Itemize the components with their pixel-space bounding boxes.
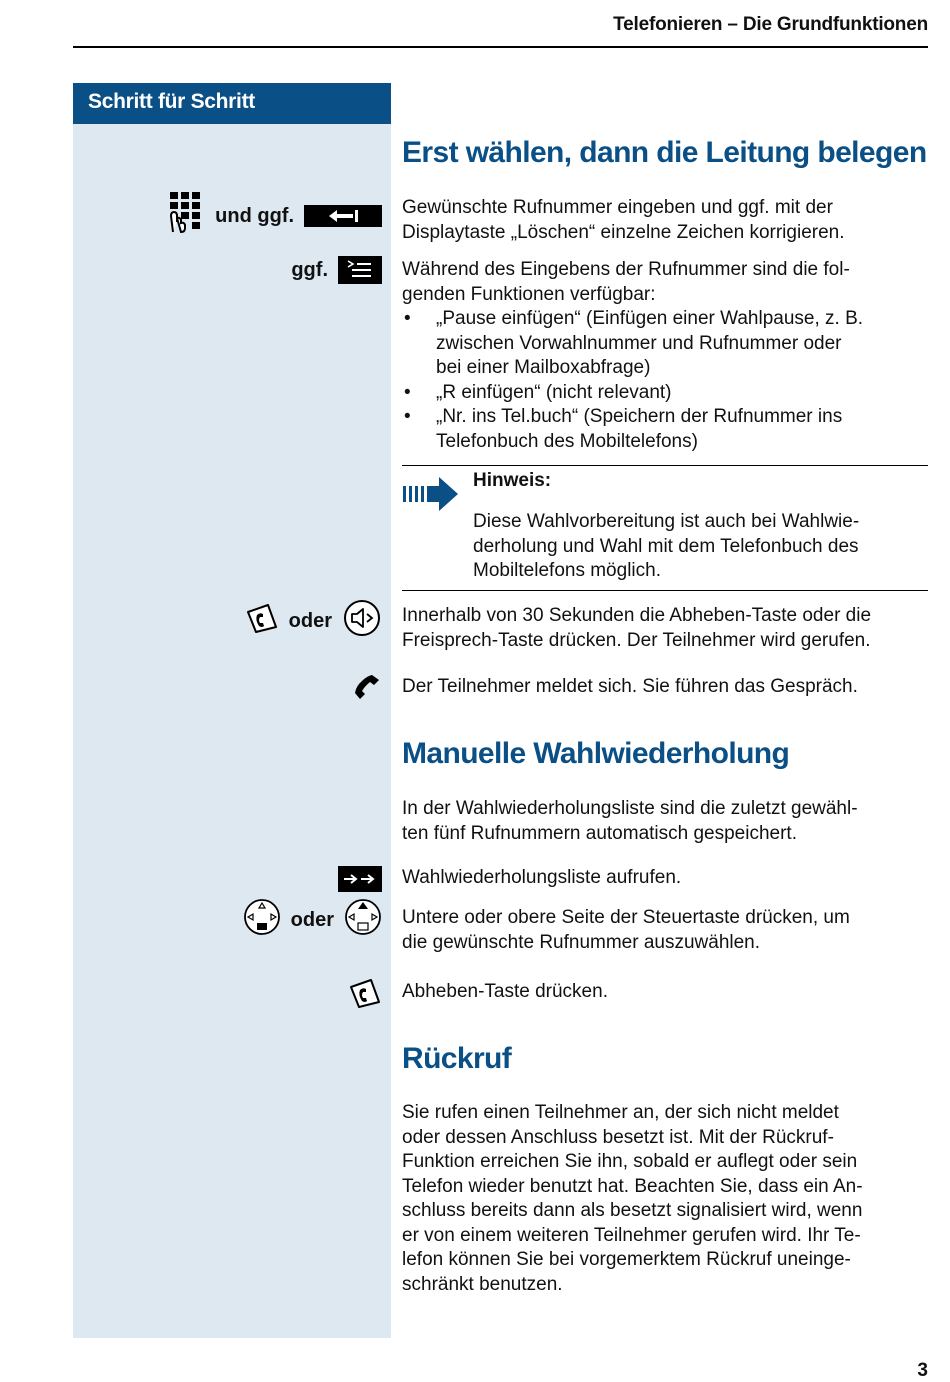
hint-arrow-icon bbox=[403, 476, 459, 517]
offhook-key-icon[interactable] bbox=[245, 602, 279, 640]
step-press-key-text: Innerhalb von 30 Sekunden die Abheben-Taste oder die Freisprech-Taste drücken. Der Teilnehmer wird gerufen. bbox=[402, 605, 872, 651]
hint-text: Diese Wahlvorbereitung ist auch bei Wahlwie- derholung und Wahl mit dem Telefonbuch des Mobiltelefons möglich. bbox=[473, 511, 860, 581]
section-heading-redial: Manuelle Wahlwiederholung bbox=[402, 737, 790, 770]
hint-bottom-rule bbox=[402, 590, 928, 591]
hint-top-rule bbox=[402, 465, 928, 466]
menu-display-key-icon[interactable] bbox=[338, 256, 382, 284]
list-item: • „Nr. ins Tel.buch“ (Speichern der Rufnummer ins Telefonbuch des Mobiltelefons) bbox=[402, 405, 930, 454]
step-enter-number-text: Gewünschte Rufnummer eingeben und ggf. mit der Displaytaste „Löschen“ einzelne Zeichen korrigieren. bbox=[402, 197, 845, 243]
list-item: • „Pause einfügen“ (Einfügen einer Wahlpause, z. B. zwischen Vorwahlnummer und Rufnummer oder bei einer Mailboxabfrage) bbox=[402, 307, 930, 381]
running-header: Telefonieren – Die Grundfunktionen bbox=[613, 14, 928, 35]
side-step-offhook-speaker bbox=[245, 598, 382, 644]
side-label-und-ggf: und ggf. bbox=[215, 204, 294, 227]
sidebar-title: Schritt für Schritt bbox=[73, 83, 391, 124]
hint-title: Hinweis: bbox=[473, 470, 552, 491]
side-step-keypad bbox=[167, 192, 382, 240]
redial-display-key-icon[interactable] bbox=[338, 866, 382, 892]
side-label-ggf: ggf. bbox=[291, 258, 328, 281]
keypad-icon bbox=[167, 192, 205, 240]
step-functions-text: Während des Eingebens der Rufnummer sind die fol- genden Funktionen verfügbar: • „Pause einfügen“ (Einfügen einer Wahlpause, z. B. zwischen Vorwahlnummer und Rufnummer oder bei einer Mailboxabfrage) • „R einfügen“ (nicht relevant) • „Nr. ins Tel.buch“ (Speichern der Rufnummer ins Telefonbuch des Mobiltelefons) bbox=[402, 258, 930, 454]
side-label-oder: oder bbox=[288, 609, 332, 632]
redial-intro-text: In der Wahlwiederholungsliste sind die zuletzt gewähl- ten fünf Rufnummern automatisch gespeichert. bbox=[402, 798, 858, 844]
step-select-number-text: Untere oder obere Seite der Steuertaste drücken, um die gewünschte Rufnummer auszuwählen. bbox=[402, 907, 850, 953]
speaker-key-icon[interactable] bbox=[342, 598, 382, 644]
callback-text: Sie rufen einen Teilnehmer an, der sich nicht meldet oder dessen Anschluss besetzt ist. Mit der Rückruf- Funktion erreichen Sie ihn, sobald er auflegt oder sein Telefon wieder benutzt hat. Beachten Sie, dass ein An- schluss bereits dann als besetzt signalisiert wird, wenn er von einem weiteren Teilnehmer gerufen wird. Ihr Te- lefon können Sie bei vorgemerktem Rückruf uneinge- schränkt benutzen. bbox=[402, 1102, 863, 1295]
section-heading-dial-first: Erst wählen, dann die Leitung belegen bbox=[402, 136, 927, 169]
side-step-handset bbox=[352, 672, 382, 708]
step-open-list-text: Wahlwiederholungsliste aufrufen. bbox=[402, 867, 682, 888]
side-step-control-key bbox=[243, 898, 382, 942]
page-number: 3 bbox=[917, 1360, 928, 1381]
list-item: • „R einfügen“ (nicht relevant) bbox=[402, 381, 930, 406]
side-label-oder-2: oder bbox=[290, 908, 334, 931]
side-step-offhook bbox=[348, 977, 382, 1015]
delete-display-key-icon[interactable] bbox=[304, 205, 382, 227]
function-list bbox=[402, 307, 930, 454]
sidebar-column bbox=[73, 124, 391, 1338]
handset-icon bbox=[352, 672, 382, 708]
step-call-text: Der Teilnehmer meldet sich. Sie führen das Gespräch. bbox=[402, 676, 858, 697]
control-key-down-icon[interactable] bbox=[243, 898, 281, 942]
control-key-up-icon[interactable] bbox=[344, 898, 382, 942]
header-rule bbox=[73, 46, 928, 48]
side-step-menu bbox=[287, 256, 382, 284]
step-offhook-text: Abheben-Taste drücken. bbox=[402, 981, 608, 1002]
offhook-key-icon[interactable] bbox=[348, 977, 382, 1015]
section-heading-callback: Rückruf bbox=[402, 1042, 512, 1075]
side-step-redial-key bbox=[338, 866, 382, 892]
